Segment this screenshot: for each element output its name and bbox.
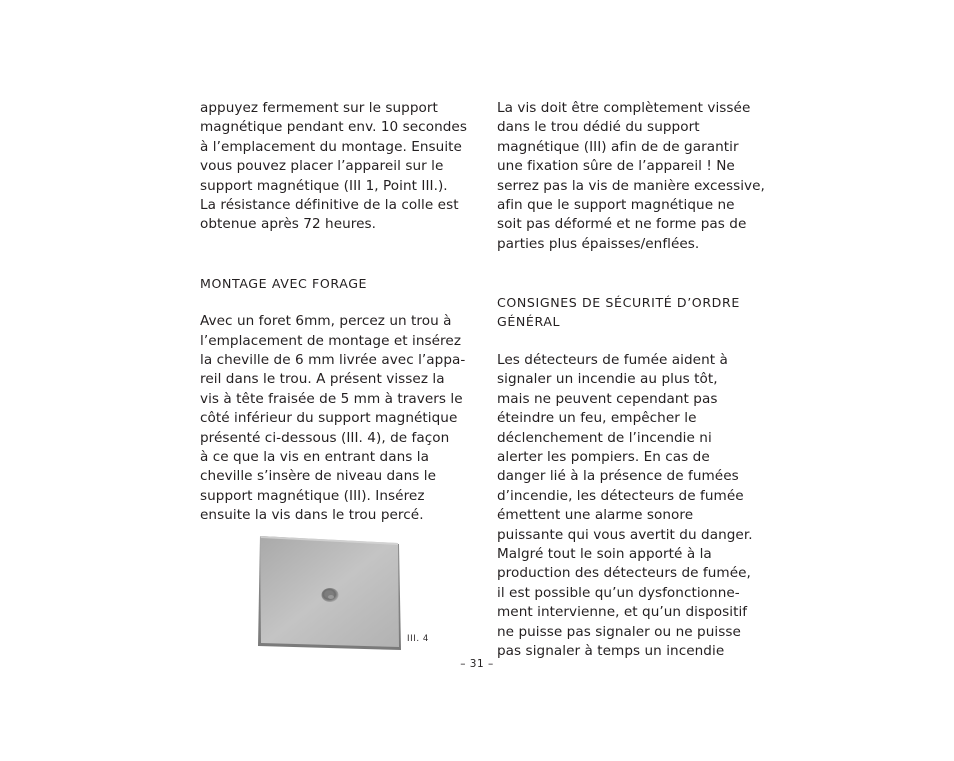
text-line: ne puisse pas signaler ou ne puisse — [497, 623, 741, 640]
text-line: éteindre un feu, empêcher le — [497, 410, 697, 427]
text-line: pas signaler à temps un incendie — [497, 642, 725, 659]
text-line: ment intervienne, et qu’un dispositif — [497, 604, 748, 621]
page-number: – 31 – — [460, 658, 494, 670]
text-line: support magnétique (III 1, Point III.). — [200, 177, 448, 194]
text-line: Malgré tout le soin apporté à la — [497, 545, 712, 562]
text-line: il est possible qu’un dysfonctionne- — [497, 584, 740, 601]
figure-caption: III. 4 — [407, 634, 429, 644]
text-line: l’emplacement de montage et insérez — [200, 332, 461, 349]
text-line: Avec un foret 6mm, percez un trou à — [200, 313, 452, 330]
magnetic-plate-illustration — [258, 536, 402, 652]
text-line: à ce que la vis en entrant dans la — [200, 449, 429, 466]
left-column — [200, 99, 465, 526]
text-line: déclenchement de l’incendie ni — [497, 429, 712, 446]
text-line: soit pas déformé et ne forme pas de — [497, 216, 747, 233]
text-line: afin que le support magnétique ne — [497, 196, 735, 213]
text-line: magnétique pendant env. 10 secondes — [200, 119, 467, 136]
paragraph-safety-instructions — [497, 351, 762, 661]
text-line: Les détecteurs de fumée aident à — [497, 352, 728, 369]
text-line: cheville s’insère de niveau dans le — [200, 468, 436, 485]
text-line: La vis doit être complètement vissée — [497, 100, 751, 116]
paragraph-drilling-instructions — [200, 312, 465, 525]
text-line: émettent une alarme sonore — [497, 507, 694, 524]
text-line: d’incendie, les détecteurs de fumée — [497, 487, 744, 504]
heading-line: GÉNÉRAL — [497, 314, 561, 330]
text-line: vis à tête fraisée de 5 mm à travers le — [200, 390, 463, 407]
text-line: La résistance définitive de la colle est — [200, 196, 459, 213]
text-line: la cheville de 6 mm livrée avec l’appa- — [200, 352, 466, 369]
text-line: parties plus épaisses/enflées. — [497, 235, 700, 252]
text-line: danger lié à la présence de fumées — [497, 468, 739, 485]
text-line: dans le trou dédié du support — [497, 119, 700, 136]
text-line: côté inférieur du support magnétique — [200, 410, 458, 427]
right-column — [497, 99, 765, 661]
text-line: obtenue après 72 heures. — [200, 216, 377, 233]
text-line: alerter les pompiers. En cas de — [497, 449, 710, 466]
text-line: vous pouvez placer l’appareil sur le — [200, 158, 444, 175]
paragraph-adhesive-mounting — [200, 99, 465, 235]
text-line: support magnétique (III). Insérez — [200, 487, 425, 504]
text-line: une fixation sûre de l’appareil ! Ne — [497, 158, 735, 175]
text-line: reil dans le trou. A présent vissez la — [200, 371, 445, 388]
text-line: serrez pas la vis de manière excessive, — [497, 177, 765, 194]
section-heading-safety — [497, 293, 762, 332]
text-line: mais ne peuvent cependant pas — [497, 390, 718, 407]
text-line: présenté ci-dessous (III. 4), de façon — [200, 429, 450, 446]
text-line: appuyez fermement sur le support — [200, 100, 438, 116]
text-line: magnétique (III) afin de de garantir — [497, 138, 739, 155]
text-line: à l’emplacement du montage. Ensuite — [200, 138, 462, 155]
paragraph-screw-instructions — [497, 99, 765, 254]
text-line: production des détecteurs de fumée, — [497, 565, 751, 582]
text-line: signaler un incendie au plus tôt, — [497, 371, 718, 388]
text-line: puissante qui vous avertit du danger. — [497, 526, 753, 543]
text-line: ensuite la vis dans le trou percé. — [200, 507, 424, 524]
section-heading-drilling: MONTAGE AVEC FORAGE — [200, 275, 368, 291]
heading-line: CONSIGNES DE SÉCURITÉ D’ORDRE — [497, 294, 740, 310]
